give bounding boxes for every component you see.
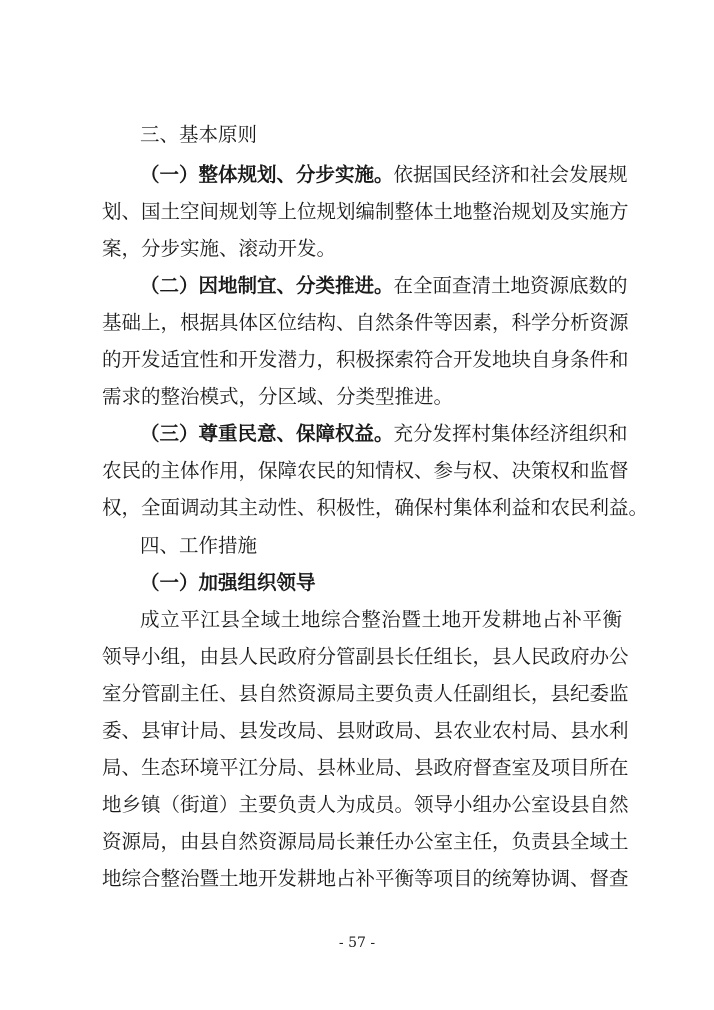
principle-2-line-2: 基础上，根据具体区位结构、自然条件等因素，科学分析资源 (102, 311, 629, 334)
principle-1-text: 依据国民经济和社会发展规 (393, 163, 628, 186)
principle-1-first-line (140, 161, 628, 189)
principle-2-title: （二）因地制宜、分类推进。 (140, 274, 394, 297)
principle-1-title: （一）整体规划、分步实施。 (140, 163, 394, 186)
principle-2-line-3: 的开发适宜性和开发潜力，积极探索符合开发地块自身条件和 (102, 348, 629, 371)
measures-line-1: 成立平江县全域土地综合整治暨土地开发耕地占补平衡 (140, 608, 622, 631)
principle-3-text: 充分发挥村集体经济组织和 (393, 422, 628, 445)
subheading-organization: （一）加强组织领导 (140, 571, 316, 594)
measures-line-6: 地乡镇（街道）主要负责人为成员。领导小组办公室设县自然 (102, 793, 629, 816)
principle-3-first-line (140, 420, 628, 448)
measures-line-4: 委、县审计局、县发改局、县财政局、县农业农村局、县水利 (102, 719, 629, 742)
page-number: - 57 - (338, 935, 376, 951)
principle-2-line-4: 需求的整治模式，分区域、分类型推进。 (102, 385, 454, 408)
section-heading-measures: 四、工作措施 (140, 534, 258, 557)
principle-3-line-2: 农民的主体作用，保障农民的知情权、参与权、决策权和监督 (102, 459, 629, 482)
measures-line-2: 领导小组，由县人民政府分管副县长任组长，县人民政府办公 (102, 645, 629, 668)
measures-line-7: 资源局，由县自然资源局局长兼任办公室主任，负责县全域土 (102, 830, 629, 853)
measures-line-8: 地综合整治暨土地开发耕地占补平衡等项目的统筹协调、督查 (102, 867, 629, 890)
principle-2-first-line (140, 272, 628, 300)
measures-line-5: 局、生态环境平江分局、县林业局、县政府督查室及项目所在 (102, 756, 629, 779)
principle-3-line-3: 权，全面调动其主动性、积极性，确保村集体利益和农民利益。 (102, 496, 649, 519)
principle-1-line-3: 案，分步实施、滚动开发。 (102, 237, 337, 260)
measures-line-3: 室分管副主任、县自然资源局主要负责人任副组长，县纪委监 (102, 682, 629, 705)
principle-3-title: （三）尊重民意、保障权益。 (140, 422, 394, 445)
section-heading-principles: 三、基本原则 (140, 123, 258, 146)
principle-2-text: 在全面查清土地资源底数的 (393, 274, 628, 297)
principle-1-line-2: 划、国土空间规划等上位规划编制整体土地整治规划及实施方 (102, 200, 629, 223)
